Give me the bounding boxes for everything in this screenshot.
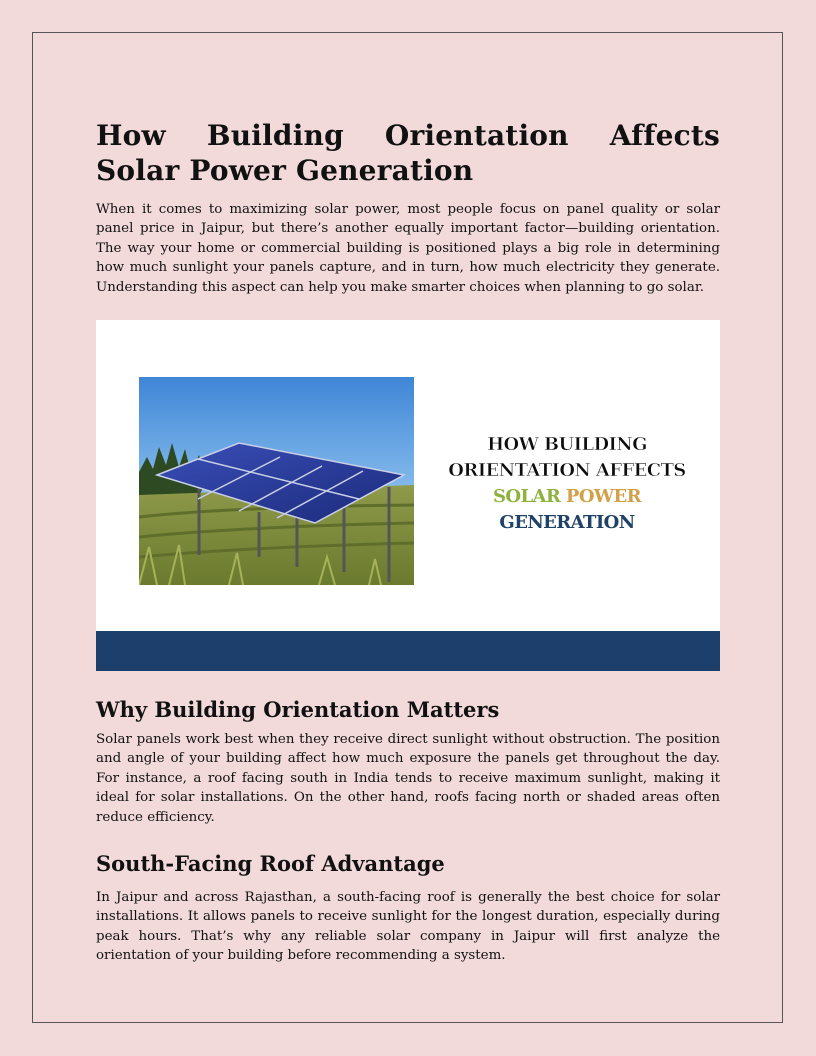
intro-paragraph: When it comes to maximizing solar power, most people focus on panel quality or solar panel price in Jaipur, but there’s another equally important factor—building orientation. The way your home or commercial building is positioned plays a big role in determining how much sunlight your panels capture, and in turn, how much electricity they generate. Understanding this aspect can help you make smarter choices when planning to go solar.	[96, 202, 720, 295]
section-heading-south: South-Facing Roof Advantage	[96, 851, 445, 877]
section-body-south: In Jaipur and across Rajasthan, a south-facing roof is generally the best choice for solar installations. It allows panels to receive sunlight for the longest duration, especially during peak hours. That’s why any reliable solar company in Jaipur will first analyze the orientation of your building before recommending a system.	[96, 890, 720, 964]
banner-line-2: ORIENTATION AFFECTS	[448, 460, 686, 482]
banner-word-power: POWER	[565, 486, 642, 508]
banner-title	[444, 432, 690, 536]
article-banner	[96, 320, 720, 671]
solar-panel-photo	[139, 377, 414, 585]
article-title: How Building Orientation Affects Solar Power Generation	[96, 119, 720, 187]
banner-line-3	[444, 484, 690, 510]
section-body-why: Solar panels work best when they receive direct sunlight without obstruction. The position and angle of your building affect how much exposure the panels get throughout the day. For instance, a roof facing south in India tends to receive maximum sunlight, making it ideal for solar installations. On the other hand, roofs facing north or shaded areas often reduce efficiency.	[96, 732, 720, 825]
banner-footer-bar	[96, 631, 720, 671]
banner-word-solar: SOLAR	[492, 486, 561, 508]
article	[96, 118, 720, 966]
section-heading-why: Why Building Orientation Matters	[96, 697, 500, 723]
banner-line-4: GENERATION	[499, 512, 635, 534]
banner-line-1: HOW BUILDING	[487, 434, 647, 456]
